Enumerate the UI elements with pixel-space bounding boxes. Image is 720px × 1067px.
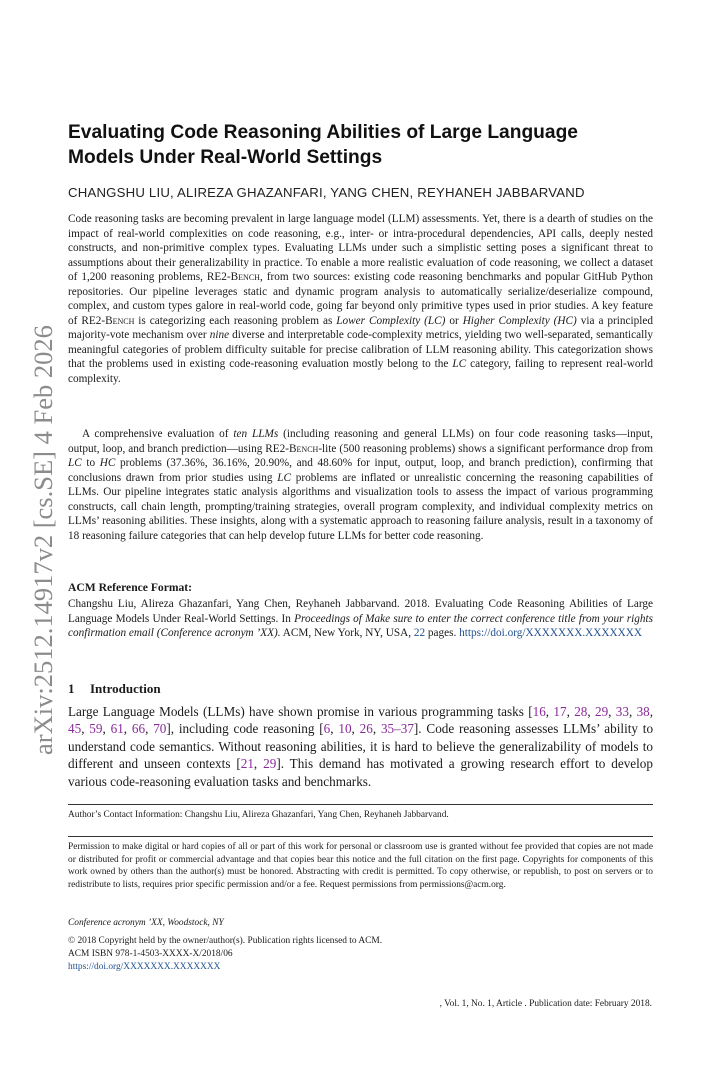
acm-reference-heading: ACM Reference Format: (68, 581, 193, 594)
citation-link[interactable]: 21 (240, 756, 254, 772)
citation-link[interactable]: 17 (553, 704, 567, 719)
author-list: CHANGSHU LIU, ALIREZA GHAZANFARI, YANG CHEN, REYHANEH JABBARVAND (68, 185, 585, 200)
divider (68, 836, 653, 837)
citation-group: 21, 29 (240, 756, 277, 772)
citation-link[interactable]: 26 (359, 721, 373, 737)
citation-link[interactable]: 6 (323, 721, 331, 737)
section-number: 1 (68, 681, 75, 696)
citation-link[interactable]: 16 (532, 704, 546, 719)
citation-link[interactable]: 38 (636, 704, 650, 719)
benchmark-name: Bench (105, 314, 135, 327)
citation-group: 16, 17, 28, 29, 33, 38, 45, 59, 61, 66, 70 (68, 704, 654, 737)
introduction-paragraph: Large Language Models (LLMs) have shown promise in various programming tasks [16, 17, 28, 29, 33, 38, 45, 59, 61, 66, 70], including code reasoning [6, 10, 26, 35–37]. Code reasoning assesses LLMs’ ability to understand code semantics. Without reasoning abilities, it is hard to believe the generalizability of models to different and unseen contexts [21, 29]. This demand has motivated a growing research effort to develop various code-reasoning evaluation tasks and benchmarks. (68, 704, 654, 789)
citation-link[interactable]: 35–37 (380, 721, 414, 737)
copyright-line: © 2018 Copyright held by the owner/author(s). Publication rights licensed to ACM. (68, 936, 383, 946)
arxiv-identifier: arXiv:2512.14917v2 [cs.SE] 4 Feb 2026 (28, 325, 58, 755)
isbn-line: ACM ISBN 978-1-4503-XXXX-X/2018/06 (68, 949, 233, 959)
citation-link[interactable]: 10 (338, 721, 352, 737)
citation-link[interactable]: 28 (574, 704, 588, 719)
citation-group: 6, 10, 26, 35–37 (323, 721, 414, 737)
citation-link[interactable]: 66 (131, 721, 146, 737)
abstract-paragraph-2: A comprehensive evaluation of ten LLMs (including reasoning and general LLMs) on four code reasoning tasks—input, output, loop, and branch prediction—using RE2-Bench-lite (500 reasoning problems) shows a significant performance drop from LC to HC problems (37.36%, 36.16%, 20.90%, and 48.60% for input, output, loop, and branch prediction), confirming that conclusions drawn from prior studies using LC problems are inflated or unrealistic concerning the reasoning capabilities of LLMs. Our pipeline integrates static analysis algorithms and visualization tools to assess the impact of various programming constructs, call chain length, prompting/training strategies, overall program complexity, and individual complexity metrics on LLMs’ reasoning abilities. These insights, along with a systematic approach to reasoning failure analysis, result in a taxonomy of 18 reasoning failure categories that can help develop future LLMs for better code reasoning. (68, 428, 654, 542)
section-heading-introduction (68, 681, 161, 697)
page-footer: , Vol. 1, No. 1, Article . Publication date: February 2018. (439, 999, 652, 1009)
conference-line: Conference acronym ’XX, Woodstock, NY (68, 918, 224, 928)
section-title: Introduction (90, 681, 161, 696)
citation-link[interactable]: 45 (68, 721, 82, 737)
page-count-link[interactable]: 22 (413, 627, 426, 639)
abstract-paragraph-1: Code reasoning tasks are becoming prevalent in large language model (LLM) assessments. Yet, there is a dearth of studies on the impact of real-world complexities on code reasoning, e.g., inter- or intra-procedural dependencies, API calls, deeply nested constructs, and non-primitive complex types. Evaluating LLMs under such a simplistic setting poses a significant threat to assumptions about their generalizability in practice. To enable a more realistic evaluation of code reasoning, we collect a dataset of 1,200 reasoning problems, RE2-Bench, from two sources: existing code reasoning benchmarks and popular GitHub Python repositories. Our pipeline leverages static and dynamic program analysis to automatically serialize/deserialize compound, complex, and custom types galore in real-world code, going far beyond only primitive types used in prior studies. A key feature of RE2-Bench is categorizing each reasoning problem as Lower Complexity (LC) or Higher Complexity (HC) via a principled majority-vote mechanism over nine diverse and interpretable code-complexity metrics, yielding two well-separated, semantically meaningful categories of problem difficulty suitable for precise calibration of LLM reasoning ability. This categorization shows that the problems used in existing code-reasoning evaluation mostly belong to the LC category, failing to represent real-world complexity. (68, 213, 653, 385)
permission-notice: Permission to make digital or hard copies of all or part of this work for personal or classroom use is granted without fee provided that copies are not made or distributed for profit or commercial advantage and that copies bear this notice and the full citation on the first page. Copyrights for components of this work owned by others than the author(s) must be honored. Abstracting with credit is permitted. To copy otherwise, or republish, to post on servers or to redistribute to lists, requires prior specific permission and/or a fee. Request permissions from permissions@acm.org. (68, 842, 653, 890)
paper-title: Evaluating Code Reasoning Abilities of Large Language Models Under Real-World Settings (68, 122, 578, 168)
footer-doi (68, 961, 220, 973)
benchmark-name: Bench (289, 442, 319, 455)
citation-link[interactable]: 70 (153, 721, 167, 737)
acm-reference-body: Changshu Liu, Alireza Ghazanfari, Yang Chen, Reyhaneh Jabbarvand. 2018. Evaluating Code Reasoning Abilities of Large Language Models Under Real-World Settings. In Proceedings of Make sure to enter the correct conference title from your rights confirmation email (Conference acronym ’XX). ACM, New York, NY, USA, 22 pages. https://doi.org/XXXXXXX.XXXXXXX (68, 598, 654, 639)
citation-link[interactable]: 33 (615, 704, 629, 719)
citation-link[interactable]: 29 (263, 756, 277, 772)
doi-link[interactable]: https://doi.org/XXXXXXX.XXXXXXX (459, 627, 643, 639)
doi-link[interactable]: https://doi.org/XXXXXXX.XXXXXXX (68, 962, 221, 972)
benchmark-name: Bench (230, 271, 260, 283)
author-contact-info: Author’s Contact Information: Changshu Liu, Alireza Ghazanfari, Yang Chen, Reyhaneh Jabbarvand. (68, 810, 449, 820)
citation-link[interactable]: 59 (89, 721, 103, 737)
arxiv-stamp (18, 285, 62, 755)
citation-link[interactable]: 61 (110, 721, 124, 737)
citation-link[interactable]: 29 (594, 704, 609, 719)
divider (68, 804, 653, 805)
